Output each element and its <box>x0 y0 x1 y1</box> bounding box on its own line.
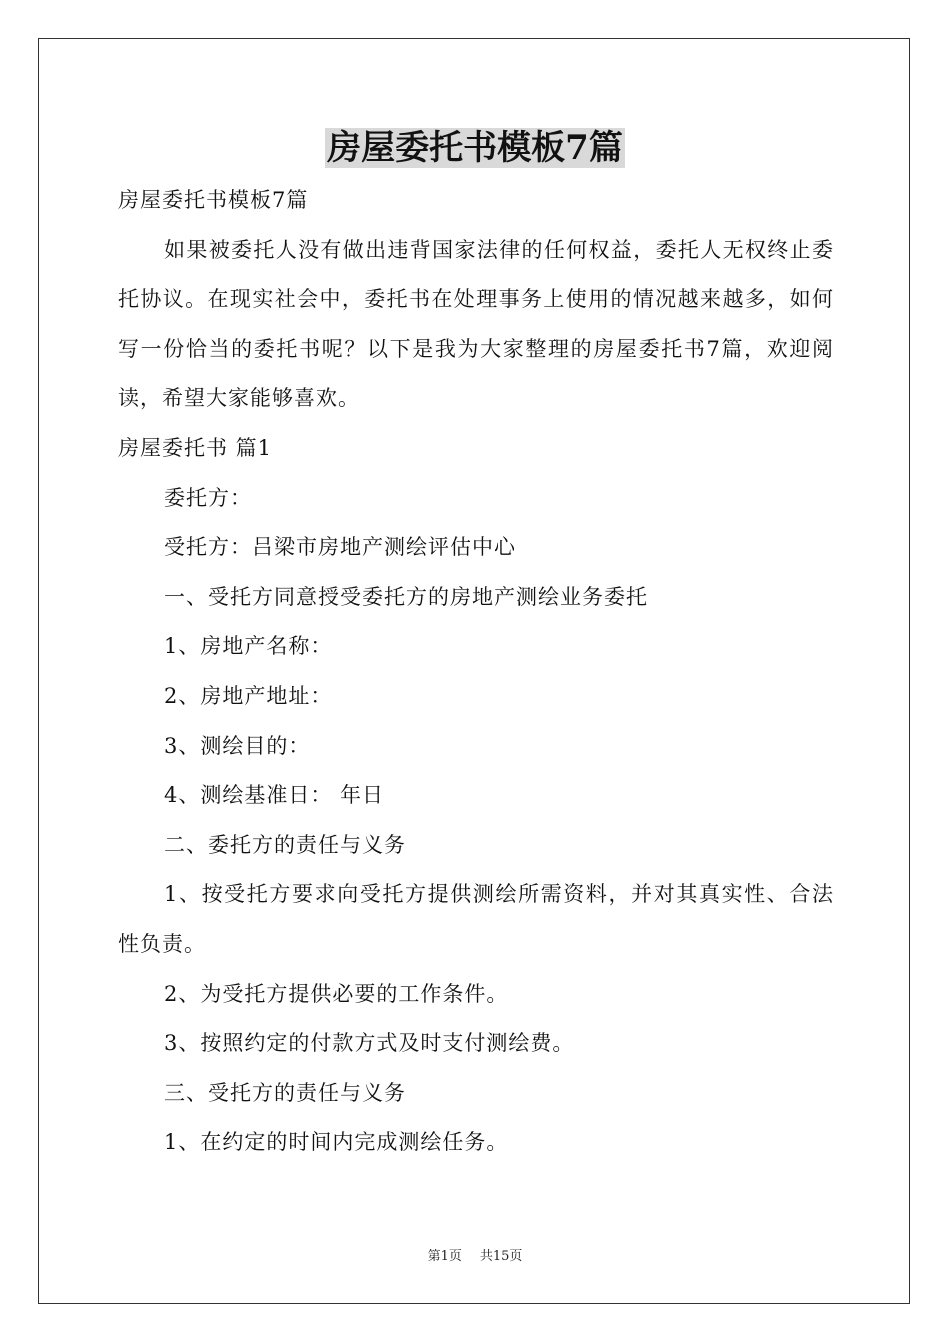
document-body <box>118 176 834 1168</box>
list-item: 2、房地产地址： <box>164 683 333 708</box>
document-title <box>0 124 950 172</box>
document-title-text: 房屋委托书模板7篇 <box>327 128 623 168</box>
paragraph-subtitle: 房屋委托书模板7篇 <box>118 188 309 212</box>
list-item: 1、按受托方要求向受托方提供测绘所需资料，并对其真实性、合法性负责。 <box>118 882 834 956</box>
paragraph-trustee: 受托方：吕梁市房地产测绘评估中心 <box>164 535 516 560</box>
list-item: 4、测绘基准日： 年日 <box>164 783 385 808</box>
page-footer <box>0 1248 950 1266</box>
clause-heading-3: 三、受托方的责任与义务 <box>164 1080 406 1105</box>
list-item: 1、房地产名称： <box>164 634 333 659</box>
list-item: 3、按照约定的付款方式及时支付测绘费。 <box>164 1031 575 1056</box>
list-item: 2、为受托方提供必要的工作条件。 <box>164 981 509 1006</box>
paragraph-client: 委托方： <box>164 485 252 510</box>
list-item: 3、测绘目的： <box>164 733 311 758</box>
clause-heading-2: 二、委托方的责任与义务 <box>164 832 406 857</box>
clause-heading-1: 一、受托方同意授受委托方的房地产测绘业务委托 <box>164 584 648 609</box>
list-item: 1、在约定的时间内完成测绘任务。 <box>164 1130 509 1155</box>
section-heading-1: 房屋委托书 篇1 <box>118 435 273 460</box>
page-total: 共15页 <box>479 1249 523 1264</box>
page-number: 第1页 <box>427 1249 462 1264</box>
paragraph-intro: 如果被委托人没有做出违背国家法律的任何权益，委托人无权终止委托协议。在现实社会中，委托书在处理事务上使用的情况越来越多，如何写一份恰当的委托书呢？以下是我为大家整理的房屋委托书7篇，欢迎阅读，希望大家能够喜欢。 <box>118 237 834 411</box>
